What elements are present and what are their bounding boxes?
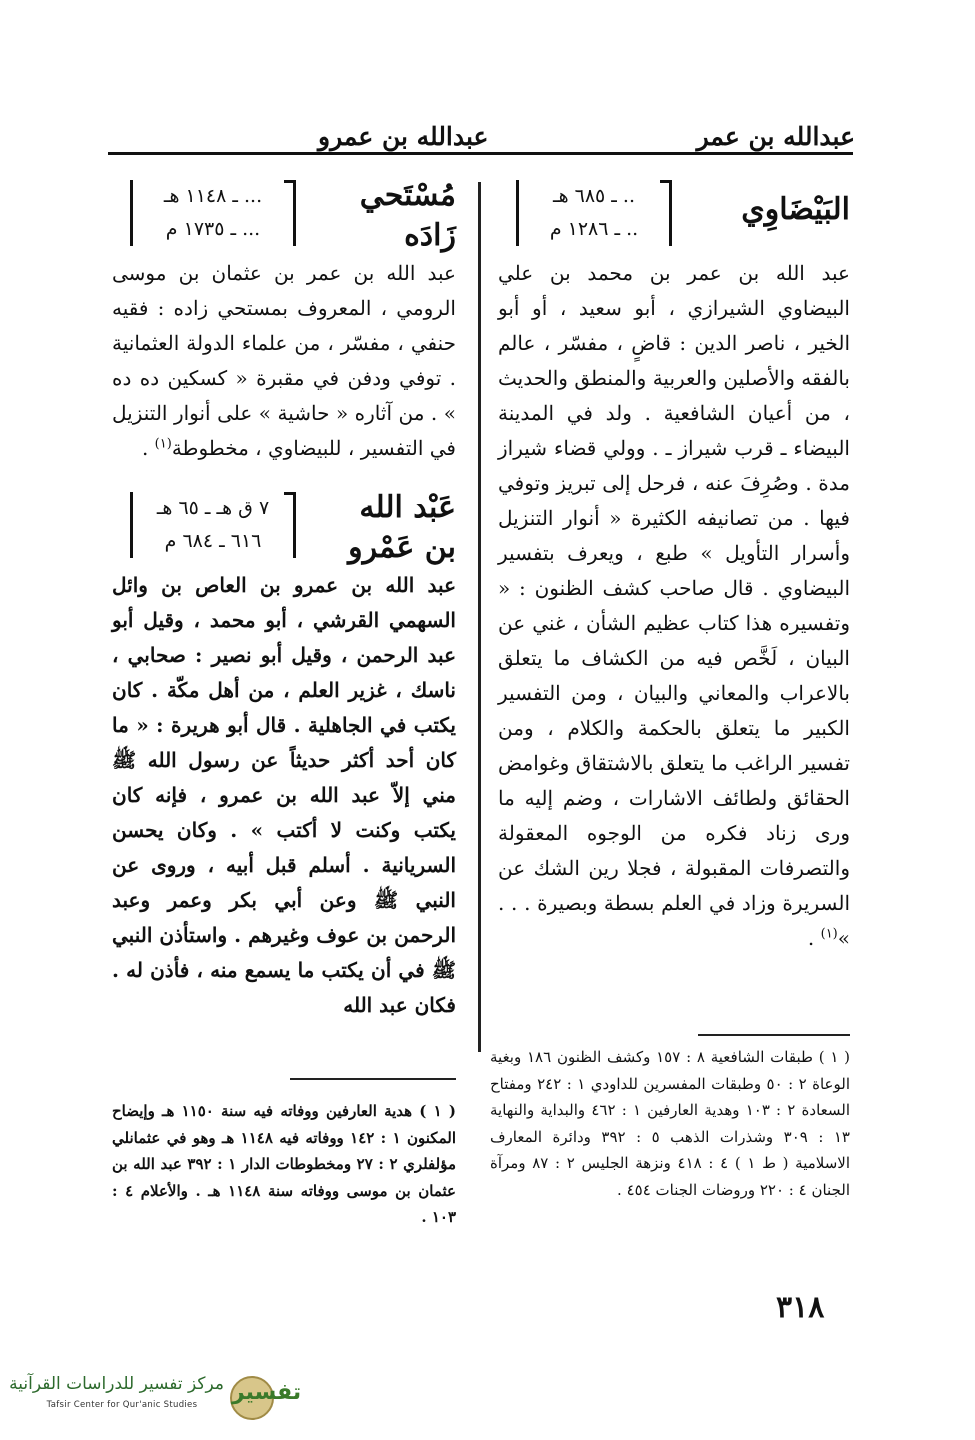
- logo-word: تفسير: [232, 1380, 302, 1405]
- entry-name-line2: زَادَه: [404, 218, 456, 253]
- entry-header-mustahi: [112, 172, 456, 252]
- body-text: عبد الله بن عمر بن محمد بن علي البيضاوي الشيرازي ، أبو سعيد ، أو أبو الخير ، ناصر الدين : قاضٍ ، مفسّر ، عالم بالفقه والأصلين والعربية والمنطق والحديث ، من أعيان الشافعية . ولد في المدينة البيضاء ـ قرب شيراز ـ . وولي قضاء شيراز مدة . وصُرِفَ عنه ، فرحل إلى تبريز وتوفي فيها . من تصانيفه الكثيرة « أنوار التنزيل وأسرار التأويل » طبع ، ويعرف بتفسير البيضاوي . قال صاحب كشف الظنون : « وتفسيره هذا كتاب عظيم الشأن ، غني عن البيان ، لَخَّص فيه من الكشاف ما يتعلق بالاعراب والمعاني والبيان ، ومن التفسير الكبير ما يتعلق بالحكمة والكلام ، ومن تفسير الراغب ما يتعلق بالاشتقاق وغوامض الحقائق ولطائف الاشارات ، وضم إليه ما ورى زناد فكره من الوجوه المعقولة والتصرفات المقبولة ، فجلا رين الشك عن السريرة وزاد في العلم بسطة وبصيرة . . . »: [498, 261, 850, 950]
- entry-dates-abdullah-ibn-amr: [130, 492, 296, 558]
- tafsir-center-logo: [9, 1372, 302, 1418]
- footnote-ref: (١): [154, 436, 172, 452]
- entry-body-baydawi: [498, 256, 850, 956]
- entry-name-baydawi: البَيْضَاوِي: [741, 192, 850, 227]
- column-divider: [478, 182, 481, 1052]
- footnote-rule-left: [290, 1078, 456, 1080]
- entry-name-abdullah-ibn-amr: [348, 488, 456, 568]
- logo-arabic-text: مركز تفسير للدراسات القرآنية: [9, 1374, 224, 1394]
- entry-name-line1: مُسْتَحي: [359, 178, 456, 213]
- entry-dates-mustahi: [130, 180, 296, 246]
- dates-hijri: .. ـ ٦٨٥ هـ: [553, 185, 635, 207]
- header-rule: [108, 152, 853, 155]
- dates-hijri: ... ـ ١١٤٨ هـ: [163, 185, 263, 207]
- right-column: [498, 172, 850, 956]
- entry-header-baydawi: [498, 172, 850, 252]
- dates-gregorian: ... ـ ١٧٣٥ م: [165, 218, 261, 240]
- dates-hijri: ٧ ق هـ ـ ٦٥ هـ: [156, 497, 270, 519]
- entry-dates-baydawi: [516, 180, 672, 246]
- dates-gregorian: .. ـ ١٢٨٦ م: [549, 218, 639, 240]
- entry-name-line2: بن عَمْرو: [348, 530, 456, 565]
- entry-body-mustahi: [112, 256, 456, 466]
- left-column: [112, 172, 456, 1023]
- footnote-left: ( ١ ) هدية العارفين ووفاته فيه سنة ١١٥٠ هـ وإيضاح المكنون ١ : ١٤٢ ووفاته فيه ١١٤٨ هـ وهو في عثمانلي مؤلفلري ٢ : ٢٧ ومخطوطات الدار ١ : ٣٩٢ عبد الله بن عثمان بن موسى ووفاته سنة ١١٤٨ هـ . والأعلام ٤ : ١٠٣ .: [112, 1102, 457, 1226]
- dates-gregorian: ٦١٦ ـ ٦٨٤ م: [164, 530, 262, 552]
- entry-body-abdullah-ibn-amr: عبد الله بن عمرو بن العاص بن وائل السهمي القرشي ، أبو محمد ، وقيل أبو عبد الرحمن ، وقيل أبو نصير : صحابي ، ناسك ، غزير العلم ، من أهل مكّة . كان يكتب في الجاهلية . قال أبو هريرة : « ما كان أحد أكثر حديثاً عن رسول الله ﷺ مني إلاّ عبد الله بن عمرو ، فإنه كان يكتب وكنت لا أكتب » . وكان يحسن السريانية . أسلم قبل أبيه ، وروى عن النبي ﷺ وعن أبي بكر وعمر وعبد الرحمن بن عوف وغيرهم . واستأذن النبي ﷺ في أن يكتب ما يسمع منه ، فأذن له . فكان عبد الله: [112, 573, 456, 1017]
- running-header-left: عبدالله بن عمرو: [318, 122, 489, 151]
- body-text: عبد الله بن عمر بن عثمان بن موسى الرومي ، المعروف بمستحي زاده : فقيه حنفي ، مفسّر ، من علماء الدولة العثمانية . توفي ودفن في مقبرة « كسكين ده ده » . من آثاره « حاشية » على أنوار التنزيل في التفسير ، للبيضاوي ، مخطوطة: [112, 261, 456, 460]
- footnote-rule-right: [698, 1034, 850, 1036]
- page-number: ٣١٨: [776, 1290, 825, 1325]
- footnote-right: ( ١ ) طبقات الشافعية ٨ : ١٥٧ وكشف الظنون ١٨٦ وبغية الوعاة ٢ : ٥٠ وطبقات المفسرين للداودي ١ : ٢٤٢ ومفتاح السعادة ٢ : ١٠٣ وهدية العارفين ١ : ٤٦٢ والبداية والنهاية ١٣ : ٣٠٩ وشذرات الذهب ٥ : ٣٩٢ ودائرة المعارف الاسلامية ( ط ١ ) ٤ : ٤١٨ ونزهة الجليس ٢ : ٨٧ ومرآة الجنان ٤ : ٢٢٠ وروضات الجنات ٤٥٤ .: [490, 1048, 851, 1199]
- body-end: .: [807, 926, 821, 950]
- entry-name-mustahi: [360, 176, 456, 256]
- entry-name-line1: عَبْد الله: [359, 490, 456, 525]
- logo-english-text: Tafsir Center for Qur'anic Studies: [46, 1400, 198, 1410]
- body-end: .: [141, 436, 155, 460]
- footnote-ref: (١): [820, 926, 838, 942]
- entry-header-abdullah-ibn-amr: [112, 484, 456, 564]
- running-header-right: عبدالله بن عمر: [696, 122, 855, 151]
